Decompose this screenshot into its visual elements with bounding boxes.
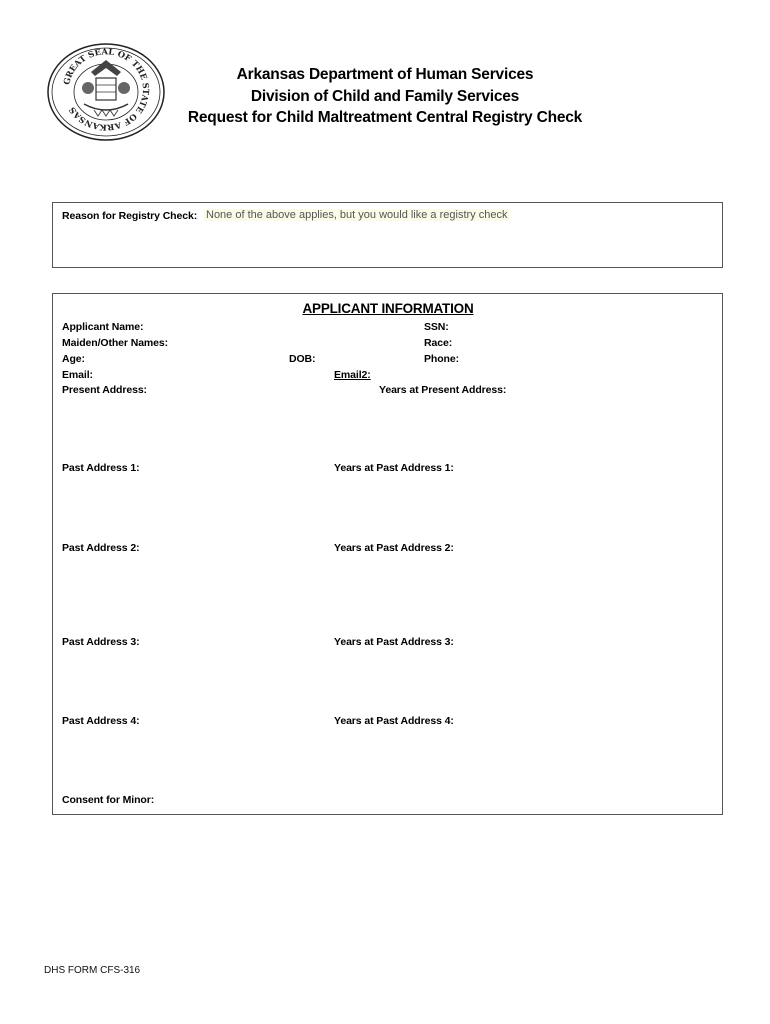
email2-label: Email2: — [334, 369, 371, 381]
years-past-address-4-label: Years at Past Address 4: — [334, 715, 454, 727]
email-label: Email: — [62, 369, 93, 381]
dob-label: DOB: — [289, 353, 316, 365]
consent-for-minor-label: Consent for Minor: — [62, 794, 155, 806]
years-present-address-label: Years at Present Address: — [379, 384, 507, 396]
applicant-name-label: Applicant Name: — [62, 321, 144, 333]
years-past-address-1-label: Years at Past Address 1: — [334, 462, 454, 474]
years-past-address-3-label: Years at Past Address 3: — [334, 636, 454, 648]
past-address-2-label: Past Address 2: — [62, 542, 140, 554]
race-label: Race: — [424, 337, 453, 349]
past-address-3-label: Past Address 3: — [62, 636, 140, 648]
header-department: Arkansas Department of Human Services — [236, 66, 534, 83]
applicant-section-title: APPLICANT INFORMATION — [302, 301, 474, 316]
reason-field[interactable]: None of the above applies, but you would like a registry check — [206, 209, 508, 221]
form-number: DHS FORM CFS-316 — [44, 965, 141, 976]
applicant-info-box — [52, 293, 723, 815]
maiden-names-label: Maiden/Other Names: — [62, 337, 169, 349]
form-header — [0, 64, 770, 129]
reason-label: Reason for Registry Check: — [62, 210, 198, 222]
past-address-4-label: Past Address 4: — [62, 715, 140, 727]
phone-label: Phone: — [424, 353, 459, 365]
present-address-label: Present Address: — [62, 384, 147, 396]
ssn-label: SSN: — [424, 321, 449, 333]
header-division: Division of Child and Family Services — [250, 87, 520, 105]
svg-text:GREAT SEAL OF THE STATE OF ARK: GREAT SEAL OF THE STATE OF ARKANSAS — [61, 46, 152, 133]
past-address-1-label: Past Address 1: — [62, 462, 140, 474]
years-past-address-2-label: Years at Past Address 2: — [334, 542, 454, 554]
age-label: Age: — [62, 353, 85, 365]
header-form-title: Request for Child Maltreatment Central Registry Check — [187, 109, 583, 126]
